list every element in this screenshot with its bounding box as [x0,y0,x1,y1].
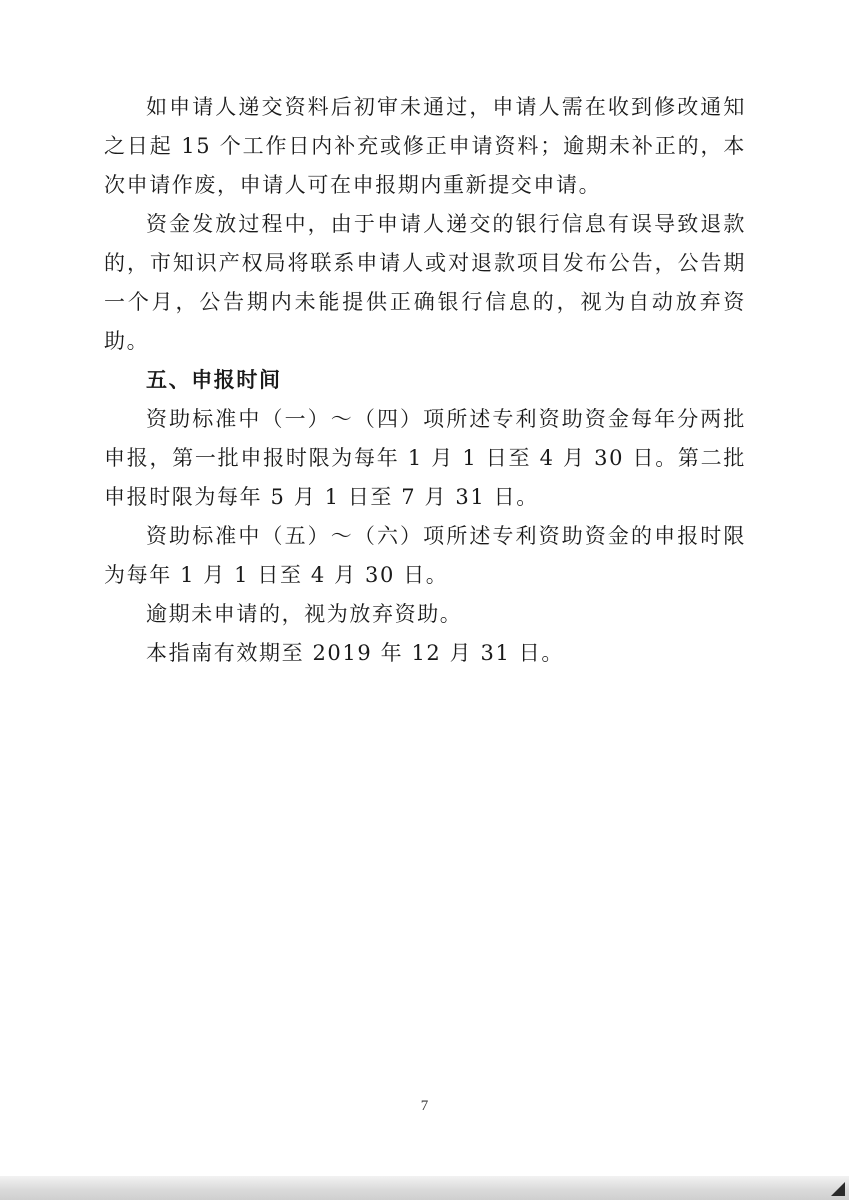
paragraph-overdue: 逾期未申请的，视为放弃资助。 [146,602,463,626]
paragraph-review-failure: 如申请人递交资料后初审未通过，申请人需在收到修改通知之日起 15 个工作日内补充或修正申请资料；逾期未补正的，本次申请作废，申请人可在申报期内重新提交申请。 [104,95,746,197]
paragraph-refund: 资金发放过程中，由于申请人递交的银行信息有误导致退款的，市知识产权局将联系申请人或对退款项目发布公告，公告期一个月，公告期内未能提供正确银行信息的，视为自动放弃资助。 [104,212,746,353]
scan-corner-mark [831,1182,845,1196]
scan-bottom-edge [0,1176,849,1200]
paragraph-two-batches: 资助标准中（一）～（四）项所述专利资助资金每年分两批申报，第一批申报时限为每年 1 月 1 日至 4 月 30 日。第二批申报时限为每年 5 月 1 日至 7 月 31 日。 [104,407,746,509]
paragraph-items-five-six: 资助标准中（五）～（六）项所述专利资助资金的申报时限为每年 1 月 1 日至 4 月 30 日。 [104,524,746,587]
section-heading: 五、申报时间 [146,368,282,392]
document-body [104,88,746,673]
paragraph-validity: 本指南有效期至 2019 年 12 月 31 日。 [146,641,564,665]
page-number: 7 [420,1098,429,1114]
